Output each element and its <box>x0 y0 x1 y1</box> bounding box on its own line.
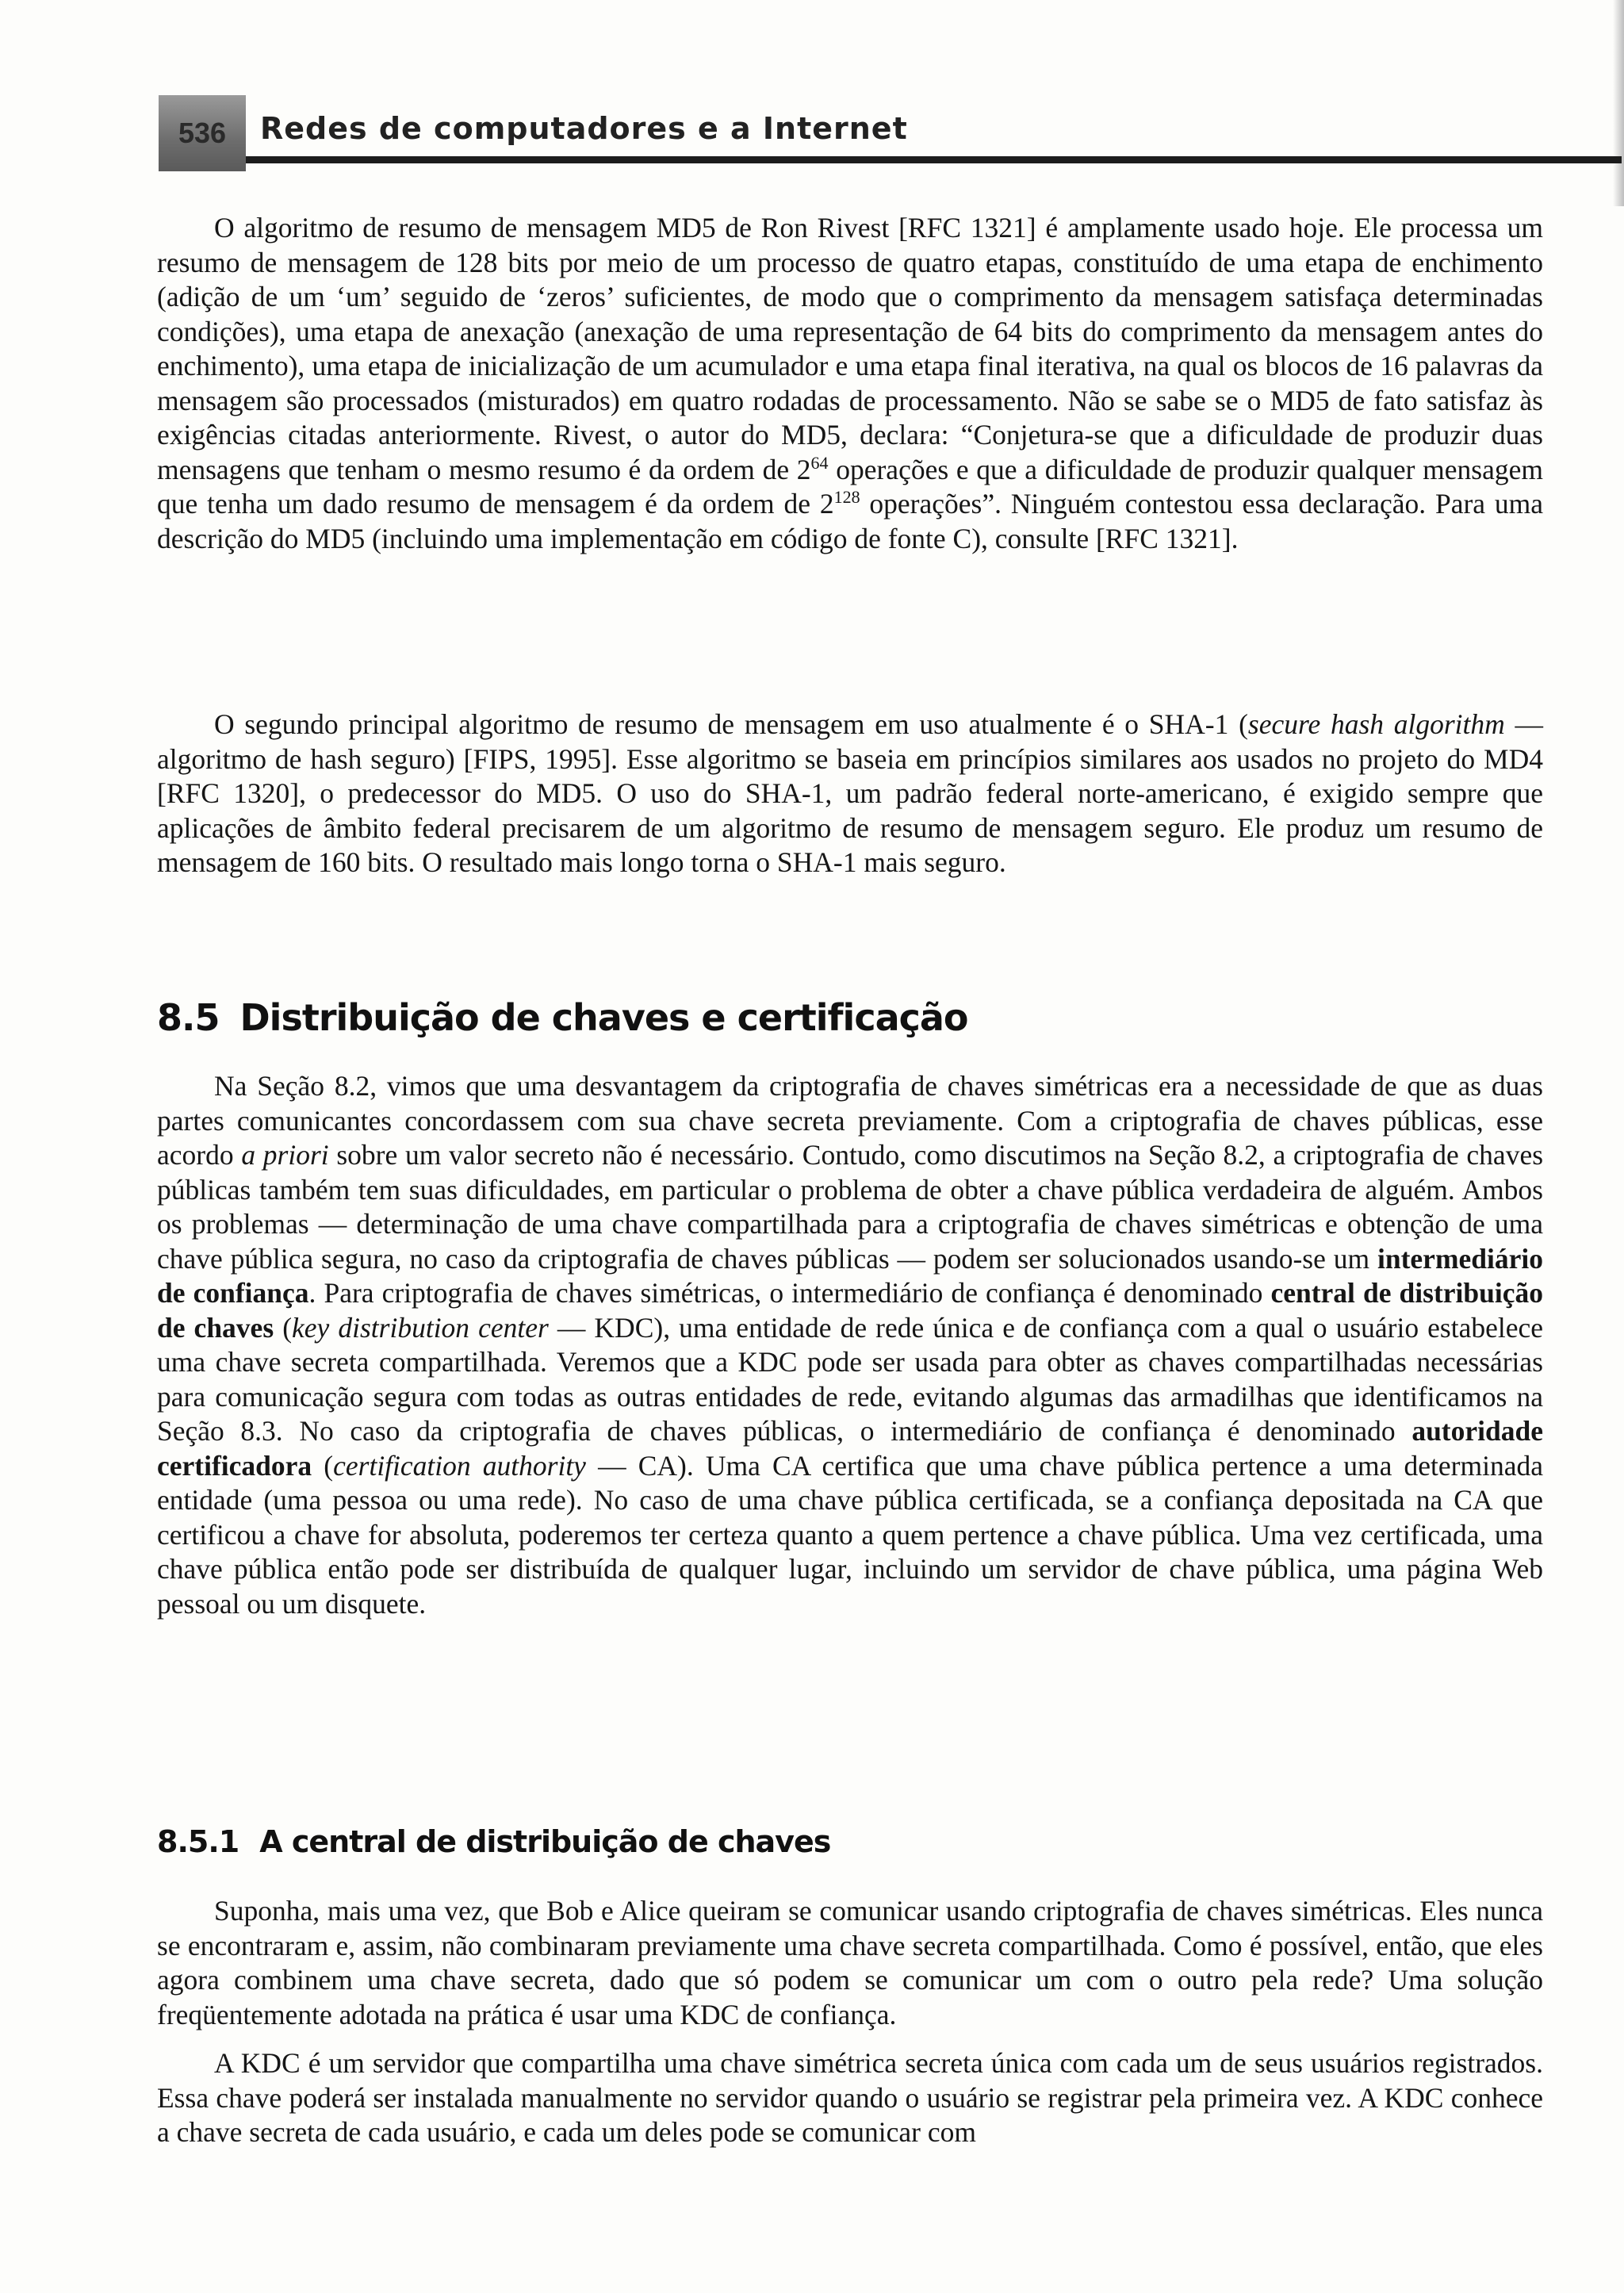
paragraph-key-distribution: Na Seção 8.2, vimos que uma desvantagem da criptografia de chaves simétricas era a necessidade de que as duas partes comunicantes concordassem com sua chave secreta previamente. Com a criptografia de chaves públicas, esse acordo a priori sobre um valor secreto não é necessário. Contudo, como discutimos na Seção 8.2, a criptografia de chaves públicas também tem suas dificuldades, em particular o problema de obter a chave pública verdadeira de alguém. Ambos os problemas — determinação de uma chave compartilhada para a criptografia de chaves simétricas e obtenção de uma chave pública segura, no caso da criptografia de chaves públicas — podem ser solucionados usando-se um intermediário de confiança. Para criptografia de chaves simétricas, o intermediário de confiança é denominado central de distribuição de chaves (key distribution center — KDC), uma entidade de rede única e de confiança com a qual o usuário estabelece uma chave secreta compartilhada. Veremos que a KDC pode ser usada para obter as chaves compartilhadas necessárias para comunicação segura com todas as outras entidades de rede, evitando algumas das armadilhas que identificamos na Seção 8.3. No caso da criptografia de chaves públicas, o intermediário de confiança é denominado autoridade certificadora (certification authority — CA). Uma CA certifica que uma chave pública pertence a uma determinada entidade (uma pessoa ou uma rede). No caso de uma chave pública certificada, se a confiança depositada na CA que certificou a chave for absoluta, poderemos ter certeza quanto a quem pertence a chave pública. Uma vez certificada, uma chave pública então pode ser distribuída de qualquer lugar, incluindo um servidor de chave pública, uma página Web pessoal ou um disquete. <box>157 1070 1544 1620</box>
page-number: 536 <box>178 117 227 149</box>
page-number-box <box>159 95 246 171</box>
paragraph-kdc-server: A KDC é um servidor que compartilha uma chave simétrica secreta única com cada um de seus usuários registrados. Essa chave poderá ser instalada manualmente no servidor quando o usuário se registrar pela primeira vez. A KDC conhece a chave secreta de cada usuário, e cada um deles pode se comunicar com <box>157 2047 1543 2148</box>
running-title: Redes de computadores e a Internet <box>260 111 908 146</box>
subsection-heading: 8.5.1 A central de distribuição de chaves <box>157 1824 831 1859</box>
paragraph-sha1: O segundo principal algoritmo de resumo de mensagem em uso atualmente é o SHA-1 (secure hash algorithm — algoritmo de hash seguro) [FIPS, 1995]. Esse algoritmo se baseia em princípios similares aos usados no projeto do MD4 [RFC 1320], o predecessor do MD5. O uso do SHA-1, um padrão federal norte-americano, é exigido sempre que aplicações de âmbito federal precisarem de um algoritmo de resumo de mensagem seguro. Ele produz um resumo de mensagem de 160 bits. O resultado mais longo torna o SHA-1 mais seguro. <box>157 708 1543 878</box>
section-heading: 8.5 Distribuição de chaves e certificação <box>157 996 968 1039</box>
running-header <box>159 95 1622 163</box>
paragraph-kdc-intro: Suponha, mais uma vez, que Bob e Alice queiram se comunicar usando criptografia de chaves simétricas. Eles nunca se encontraram e, assim, não combinaram previamente uma chave secreta compartilhada. Como é possível, então, que eles agora combinem uma chave secreta, dado que só podem se comunicar um com o outro pela rede? Uma solução freqüentemente adotada na prática é usar uma KDC de confiança. <box>157 1895 1543 2030</box>
paragraph-md5: O algoritmo de resumo de mensagem MD5 de Ron Rivest [RFC 1321] é amplamente usado hoje. Ele processa um resumo de mensagem de 128 bits por meio de um processo de quatro etapas, constituído de uma etapa de enchimento (adição de um ‘um’ seguido de ‘zeros’ suficientes, de modo que o comprimento da mensagem satisfaça determinadas condições), uma etapa de anexação (anexação de uma representação de 64 bits do comprimento da mensagem antes do enchimento), uma etapa de inicialização de um acumulador e uma etapa final iterativa, na qual os blocos de 16 palavras da mensagem são processados (misturados) em quatro rodadas de processamento. Não se sabe se o MD5 de fato satisfaz às exigências citadas anteriormente. Rivest, o autor do MD5, declara: “Conjetura-se que a dificuldade de produzir duas mensagens que tenham o mesmo resumo é da ordem de $2^{64}$ operações e que a dificuldade de produzir qualquer mensagem que tenha um dado resumo de mensagem é da ordem de $2^{128}$ operações”. Ninguém contestou essa declaração. Para uma descrição do MD5 (incluindo uma implementação em código de fonte C), consulte [RFC 1321]. <box>157 212 1543 554</box>
